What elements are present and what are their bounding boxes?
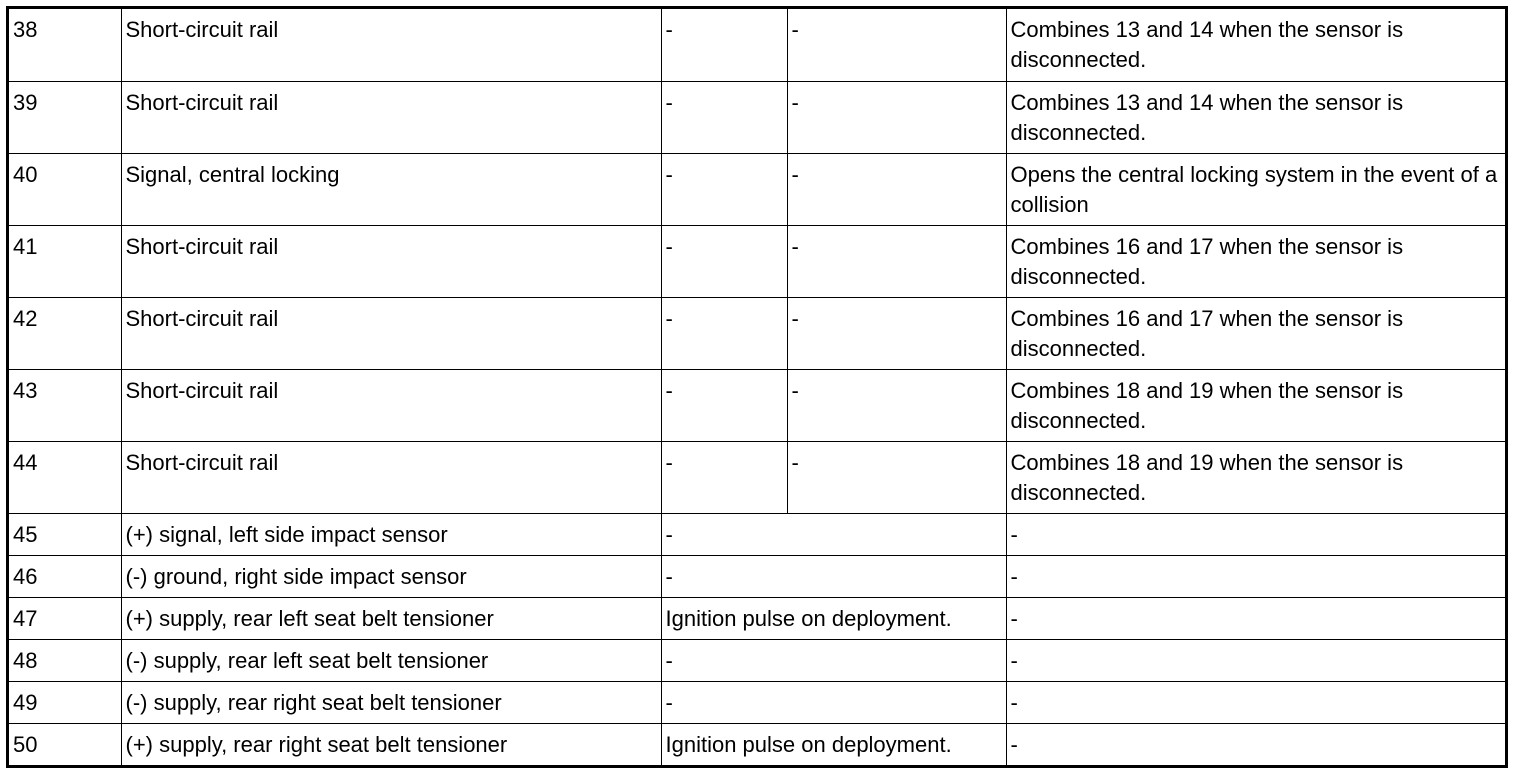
note-cell: - bbox=[1006, 513, 1505, 555]
note-cell: Combines 18 and 19 when the sensor is disconnected. bbox=[1006, 441, 1505, 513]
table-row bbox=[9, 441, 1505, 513]
description-cell: Signal, central locking bbox=[121, 153, 661, 225]
note-cell: - bbox=[1006, 639, 1505, 681]
table-row bbox=[9, 9, 1505, 81]
pin-number-cell: 44 bbox=[9, 441, 121, 513]
value-a-cell: - bbox=[661, 369, 787, 441]
note-cell: Combines 18 and 19 when the sensor is disconnected. bbox=[1006, 369, 1505, 441]
value-b-cell: - bbox=[787, 153, 1006, 225]
pin-number-cell: 38 bbox=[9, 9, 121, 81]
signal-cell: Ignition pulse on deployment. bbox=[661, 723, 1006, 765]
table-row bbox=[9, 639, 1505, 681]
pin-number-cell: 50 bbox=[9, 723, 121, 765]
description-cell: Short-circuit rail bbox=[121, 297, 661, 369]
description-cell: (-) supply, rear left seat belt tensioner bbox=[121, 639, 661, 681]
value-b-cell: - bbox=[787, 225, 1006, 297]
description-cell: Short-circuit rail bbox=[121, 441, 661, 513]
pin-number-cell: 47 bbox=[9, 597, 121, 639]
note-cell: - bbox=[1006, 681, 1505, 723]
pin-number-cell: 49 bbox=[9, 681, 121, 723]
table-row bbox=[9, 369, 1505, 441]
description-cell: (+) supply, rear left seat belt tensioner bbox=[121, 597, 661, 639]
signal-cell: - bbox=[661, 639, 1006, 681]
value-a-cell: - bbox=[661, 441, 787, 513]
table-row bbox=[9, 297, 1505, 369]
description-cell: (-) supply, rear right seat belt tensioner bbox=[121, 681, 661, 723]
pin-number-cell: 45 bbox=[9, 513, 121, 555]
value-b-cell: - bbox=[787, 369, 1006, 441]
value-a-cell: - bbox=[661, 225, 787, 297]
table-row bbox=[9, 81, 1505, 153]
value-a-cell: - bbox=[661, 9, 787, 81]
table-row bbox=[9, 681, 1505, 723]
table-row bbox=[9, 513, 1505, 555]
description-cell: (+) signal, left side impact sensor bbox=[121, 513, 661, 555]
signal-cell: - bbox=[661, 681, 1006, 723]
pin-number-cell: 42 bbox=[9, 297, 121, 369]
description-cell: (-) ground, right side impact sensor bbox=[121, 555, 661, 597]
pin-assignment-table bbox=[9, 9, 1505, 765]
value-a-cell: - bbox=[661, 297, 787, 369]
description-cell: Short-circuit rail bbox=[121, 225, 661, 297]
pin-number-cell: 40 bbox=[9, 153, 121, 225]
value-b-cell: - bbox=[787, 297, 1006, 369]
note-cell: Opens the central locking system in the event of a collision bbox=[1006, 153, 1505, 225]
pin-number-cell: 41 bbox=[9, 225, 121, 297]
pin-number-cell: 48 bbox=[9, 639, 121, 681]
table-row bbox=[9, 225, 1505, 297]
value-b-cell: - bbox=[787, 9, 1006, 81]
signal-cell: - bbox=[661, 513, 1006, 555]
note-cell: Combines 13 and 14 when the sensor is disconnected. bbox=[1006, 81, 1505, 153]
description-cell: Short-circuit rail bbox=[121, 369, 661, 441]
signal-cell: - bbox=[661, 555, 1006, 597]
value-b-cell: - bbox=[787, 81, 1006, 153]
value-a-cell: - bbox=[661, 81, 787, 153]
note-cell: Combines 16 and 17 when the sensor is disconnected. bbox=[1006, 225, 1505, 297]
table-row bbox=[9, 723, 1505, 765]
note-cell: Combines 16 and 17 when the sensor is disconnected. bbox=[1006, 297, 1505, 369]
table-row bbox=[9, 555, 1505, 597]
description-cell: (+) supply, rear right seat belt tensioner bbox=[121, 723, 661, 765]
value-b-cell: - bbox=[787, 441, 1006, 513]
note-cell: - bbox=[1006, 597, 1505, 639]
note-cell: Combines 13 and 14 when the sensor is disconnected. bbox=[1006, 9, 1505, 81]
pin-number-cell: 43 bbox=[9, 369, 121, 441]
note-cell: - bbox=[1006, 555, 1505, 597]
value-a-cell: - bbox=[661, 153, 787, 225]
signal-cell: Ignition pulse on deployment. bbox=[661, 597, 1006, 639]
pin-number-cell: 39 bbox=[9, 81, 121, 153]
note-cell: - bbox=[1006, 723, 1505, 765]
table-row bbox=[9, 153, 1505, 225]
description-cell: Short-circuit rail bbox=[121, 9, 661, 81]
table-row bbox=[9, 597, 1505, 639]
description-cell: Short-circuit rail bbox=[121, 81, 661, 153]
pin-table-sheet bbox=[6, 6, 1508, 768]
pin-number-cell: 46 bbox=[9, 555, 121, 597]
